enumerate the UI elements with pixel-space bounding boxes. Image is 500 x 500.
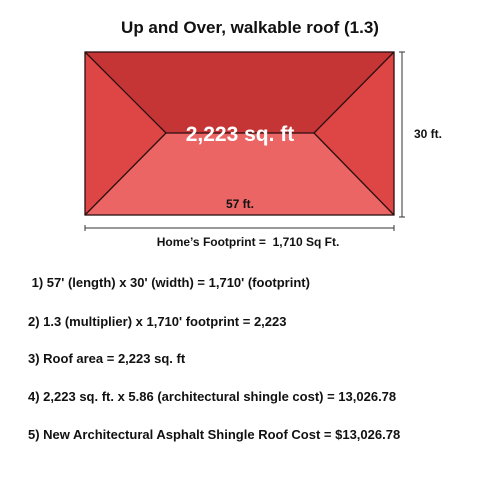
length-label: 57 ft.	[225, 197, 255, 211]
footprint-label: Home’s Footprint = 1,710 Sq Ft.	[156, 235, 340, 249]
width-dimension-line	[399, 52, 405, 217]
step-2: 2) 1.3 (multiplier) x 1,710' footprint = 2,223	[28, 314, 287, 329]
width-label: 30 ft.	[414, 127, 443, 141]
step-1: 1) 57' (length) x 30' (width) = 1,710' (footprint)	[28, 275, 310, 290]
page-title: Up and Over, walkable roof (1.3)	[121, 18, 379, 37]
roof-area-label: 2,223 sq. ft	[185, 123, 295, 146]
step-4: 4) 2,223 sq. ft. x 5.86 (architectural shingle cost) = 13,026.78	[28, 389, 397, 404]
step-3: 3) Roof area = 2,223 sq. ft	[28, 351, 186, 366]
step-5: 5) New Architectural Asphalt Shingle Roof Cost = $13,026.78	[28, 427, 401, 442]
footprint-dimension-line	[85, 225, 394, 231]
